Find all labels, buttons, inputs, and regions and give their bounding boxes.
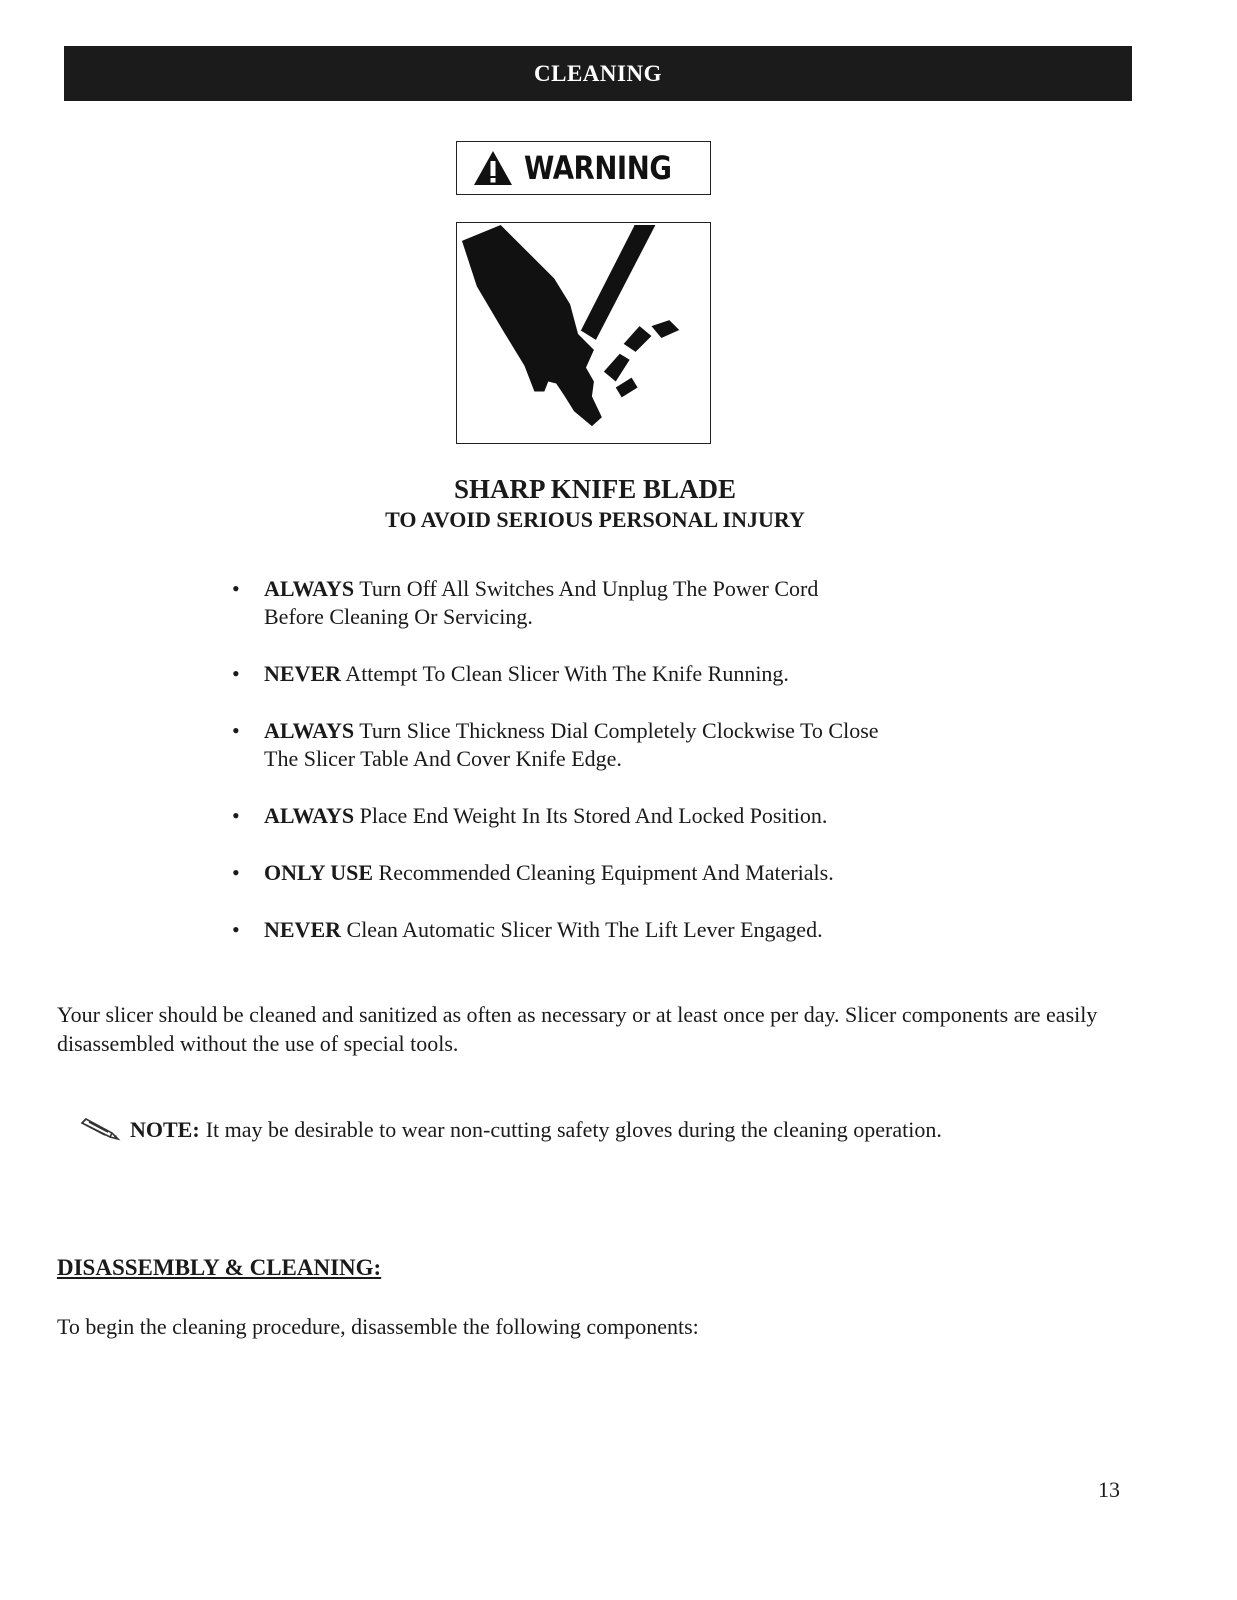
section-heading: DISASSEMBLY & CLEANING: bbox=[57, 1255, 382, 1280]
pencil-note-icon bbox=[78, 1117, 122, 1143]
instruction-text: Place End Weight In Its Stored And Locked Position. bbox=[354, 803, 828, 828]
instruction-lead: ALWAYS bbox=[264, 803, 355, 828]
instruction-text-continued: The Slicer Table And Cover Knife Edge. bbox=[264, 746, 622, 771]
safety-instruction-item bbox=[230, 859, 1070, 887]
safety-instruction-item bbox=[230, 717, 1070, 773]
note-text: It may be desirable to wear non-cutting safety gloves during the cleaning operation. bbox=[205, 1117, 942, 1142]
hazard-subtitle: TO AVOID SERIOUS PERSONAL INJURY bbox=[385, 507, 805, 532]
hand-cut-by-blade-icon bbox=[456, 222, 711, 444]
safety-instructions-list bbox=[230, 575, 1070, 944]
section-header-title: CLEANING bbox=[534, 60, 662, 86]
warning-text: WARNING bbox=[523, 149, 672, 187]
instruction-lead: NEVER bbox=[264, 661, 342, 686]
safety-instruction-item bbox=[230, 802, 1070, 830]
section-header-bar bbox=[64, 46, 1132, 101]
instruction-text: Recommended Cleaning Equipment And Materials. bbox=[373, 860, 834, 885]
warning-label bbox=[456, 141, 711, 195]
hazard-title: SHARP KNIFE BLADE bbox=[453, 474, 737, 504]
section-intro: To begin the cleaning procedure, disassemble the following components: bbox=[57, 1314, 699, 1339]
note-callout bbox=[78, 1115, 1158, 1144]
instruction-lead: ALWAYS bbox=[264, 576, 355, 601]
safety-instruction-item bbox=[230, 575, 1070, 631]
instruction-text: Attempt To Clean Slicer With The Knife Running. bbox=[341, 661, 789, 686]
safety-instruction-item bbox=[230, 660, 1070, 688]
safety-instruction-item bbox=[230, 916, 1070, 944]
note-label: NOTE: bbox=[130, 1117, 200, 1142]
warning-triangle-icon bbox=[472, 149, 514, 187]
instruction-text: Turn Off All Switches And Unplug The Power Cord bbox=[354, 576, 819, 601]
instruction-text: Turn Slice Thickness Dial Completely Clockwise To Close bbox=[354, 718, 879, 743]
instruction-text: Clean Automatic Slicer With The Lift Lever Engaged. bbox=[341, 917, 823, 942]
instruction-lead: ALWAYS bbox=[264, 718, 355, 743]
page-number: 13 bbox=[1098, 1477, 1120, 1502]
instruction-lead: NEVER bbox=[264, 917, 342, 942]
cleaning-frequency-paragraph: Your slicer should be cleaned and sanitized as often as necessary or at least once per day. Slicer components are easily disassembled without the use of special tools. bbox=[57, 1002, 1098, 1056]
instruction-text-continued: Before Cleaning Or Servicing. bbox=[264, 604, 533, 629]
instruction-lead: ONLY USE bbox=[264, 860, 374, 885]
